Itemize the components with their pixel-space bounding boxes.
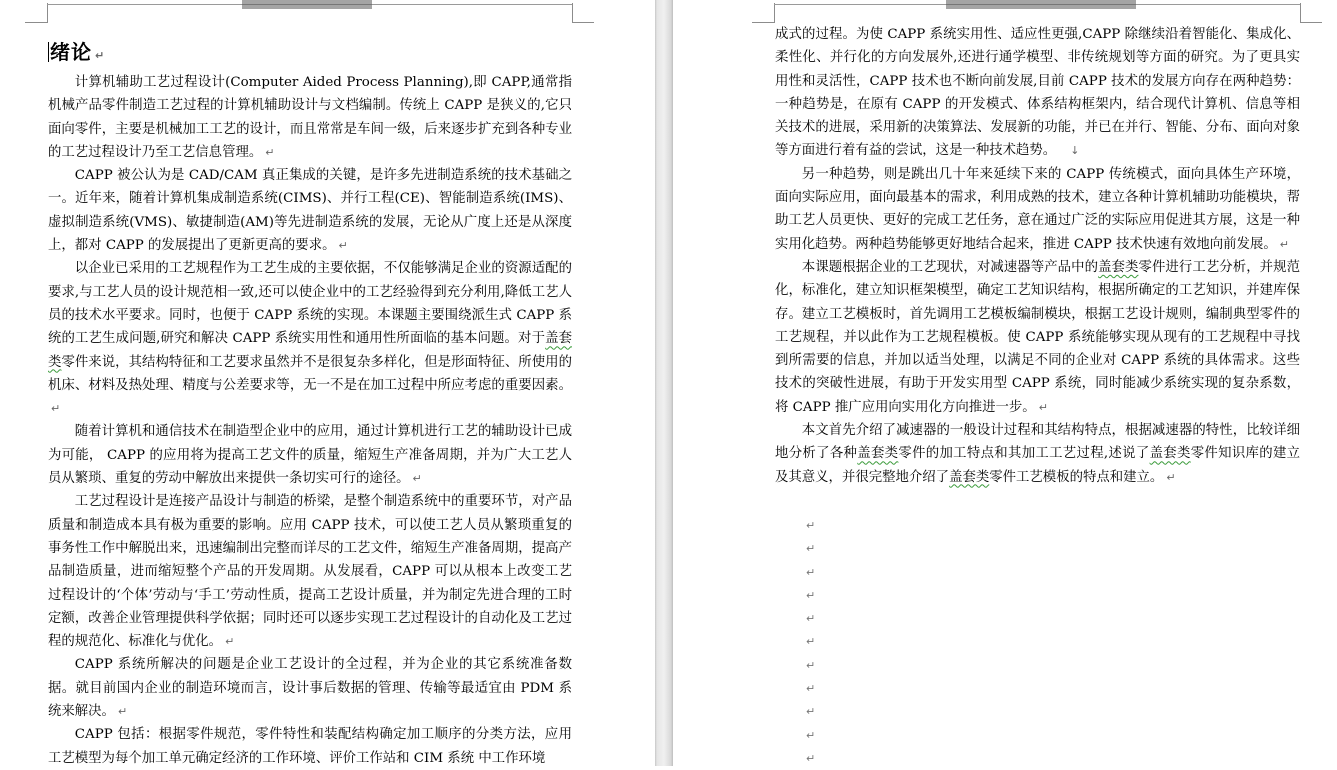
paragraph: CAPP 系统所解决的问题是企业工艺设计的全过程，并为企业的其它系统准备数据。就目前国内企业的制造环境而言，设计事后数据的管理、传输等最适宜由 PDM 系统来解决。 ↵: [48, 657, 572, 720]
paragraph: 工艺过程设计是连接产品设计与制造的桥梁，是整个制造系统中的重要环节，对产品质量和制造成本具有极为重要的影响。应用 CAPP 技术，可以使工艺人员从繁琐重复的事务性工作中解脱出来，迅速编制出完整而详尽的工艺文件，缩短生产准备周期，提高产品制造质量，进而缩短整个产品的开发周期。从发展看，CAPP 可以从根本上改变工艺过程设计的‘个体’劳动与‘手工’劳动性质，提高工艺设计质量，并为制定先进合理的工时定额，改善企业管理提供科学依据；同时还可以逐步实现工艺过程设计的自动化及工艺过程的规范化、标准化与优化。 ↵: [48, 494, 572, 650]
empty-paragraph[interactable]: ↵: [806, 635, 816, 649]
empty-paragraph[interactable]: ↵: [806, 658, 816, 672]
empty-paragraph[interactable]: ↵: [806, 705, 816, 719]
header-rule: [47, 4, 572, 5]
empty-paragraph[interactable]: ↵: [806, 612, 816, 626]
paragraph: 本课题根据企业的工艺现状，对减速器等产品中的盖套类零件进行工艺分析，并规范化，标准化，建立知识框架模型，确定工艺知识结构，根据所确定的工艺知识，并建库保存。建立工艺模板时，首先调用工艺模板编制模块，根据工艺设计规则，编制典型零件的工艺规程，并以此作为工艺规程模板。使 CAPP 系统能够实现从现有的工艺规程中寻找到所需要的信息，并加以适当处理，以满足不同的企业对 CAPP 系统的具体需求。这些技术的突破性进展，有助于开发实用型 CAPP 系统，同时能减少系统实现的复杂系数，将 CAPP 推广应用向实用化方向推进一步。 ↵: [775, 259, 1301, 415]
empty-paragraph[interactable]: ↵: [806, 542, 816, 556]
paragraph: CAPP 被公认为是 CAD/CAM 真正集成的关键，是许多先进制造系统的技术基础之一。近年来，随着计算机集成制造系统(CIMS)、并行工程(CE)、智能制造系统(IMS)、虚拟制造系统(VMS)、敏捷制造(AM)等先进制造系统的发展，无论从广度上还是从深度上，都对 CAPP 的发展提出了更新更高的要求。 ↵: [48, 168, 572, 254]
empty-paragraph[interactable]: ↵: [806, 519, 816, 532]
empty-paragraph[interactable]: ↵: [806, 728, 816, 742]
empty-paragraph[interactable]: ↵: [806, 682, 816, 696]
header-text-clipped: [946, 0, 1136, 9]
spellcheck-word[interactable]: 盖套类: [48, 331, 572, 370]
paragraph: 以企业已采用的工艺规程作为工艺生成的主要依据，不仅能够满足企业的资源适配的要求,与工艺人员的设计规范相一致,还可以使企业中的工艺经验得到充分利用,降低工艺人员的技术水平要求。同时，也便于 CAPP 系统的实现。本课题主要围绕派生式 CAPP 系统的工艺生成问题,研究和解决 CAPP 系统实用性和通用性所面临的基本问题。对于盖套类零件来说，其结构特征和工艺要求虽然并不是很复杂多样化，但是形面特征、所使用的机床、材料及热处理、精度与公差要求等，无一不是在加工过程中所应考虑的重要因素。↵: [48, 261, 572, 416]
spellcheck-word[interactable]: 盖套类: [857, 446, 899, 462]
paragraph: 本文首先介绍了减速器的一般设计过程和其结构特点，根据减速器的特性，比较详细地分析了各种盖套类零件的加工特点和其加工工艺过程,述说了盖套类零件知识库的建立及其意义，并很完整地介绍了盖套类零件工艺模板的特点和建立。 ↵: [775, 423, 1301, 485]
spellcheck-word[interactable]: 盖套类: [1149, 446, 1191, 462]
page-gap: [655, 0, 673, 766]
document-page-left: [0, 0, 655, 766]
right-page-body[interactable]: [775, 23, 1300, 489]
spellcheck-word[interactable]: 盖套类: [949, 469, 990, 485]
paragraph: 另一种趋势，则是跳出几十年来延续下来的 CAPP 传统模式，面向具体生产环境，面向实际应用，面向最基本的需求，利用成熟的技术，建立各种计算机辅助功能模块，帮助工艺人员更快、更好的完成工艺任务，意在通过广泛的实际应用促进其方展，这是一种实用化趋势。两种趋势能够更好地结合起来，推进 CAPP 技术快速有效地向前发展。 ↵: [775, 166, 1300, 252]
crop-mark: [752, 22, 774, 23]
text-cursor: [48, 42, 49, 62]
crop-mark: [774, 3, 775, 23]
empty-paragraph[interactable]: ↵: [806, 751, 816, 765]
header-text-clipped: [242, 0, 372, 9]
crop-mark: [572, 22, 594, 23]
empty-paragraph-marks: [806, 514, 826, 770]
chapter-title: 绪论 ↵: [50, 40, 106, 64]
crop-mark: [1300, 22, 1322, 23]
document-page-right: [673, 0, 1337, 766]
paragraph: CAPP 包括：根据零件规范，零件特性和装配结构确定加工顺序的分类方法，应用工艺模型为每个加工单元确定经济的工作环境、评价工作站和 CIM 系统 中工作环境: [48, 727, 572, 766]
paragraph: 计算机辅助工艺过程设计(Computer Aided Process Planning),即 CAPP,通常指机械产品零件制造工艺过程的计算机辅助设计与文档编制。传统上 CAPP 是狭义的,它只面向零件，主要是机械加工工艺的设计，而且常常是车间一级，后来逐步扩充到各种专业的工艺过程设计乃至工艺信息管理。 ↵: [48, 75, 572, 160]
left-page-body[interactable]: [48, 35, 572, 766]
crop-mark: [1300, 3, 1301, 23]
paragraph: 成式的过程。为使 CAPP 系统实用性、适应性更强,CAPP 除继续沿着智能化、集成化、柔性化、并行化的方向发展外,还进行通学模型、非传统规划等方面的研究。为了更具实用性和灵活性，CAPP 技术也不断向前发展,目前 CAPP 技术的发展方向存在两种趋势：一种趋势是，在原有 CAPP 的开发模式、体系结构框架内，结合现代计算机、信息等相关技术的进展，采用新的决策算法、发展新的功能，并已在并行、智能、分布、面向对象等方面进行着有益的尝试，这是一种技术趋势。 ↓: [775, 27, 1300, 159]
crop-mark: [572, 3, 573, 23]
empty-paragraph[interactable]: ↵: [806, 588, 816, 602]
crop-mark: [25, 22, 47, 23]
spellcheck-word[interactable]: 盖套类: [1098, 259, 1139, 275]
empty-paragraph[interactable]: ↵: [806, 565, 816, 579]
header-rule: [774, 4, 1300, 5]
crop-mark: [47, 3, 48, 23]
paragraph: 随着计算机和通信技术在制造型企业中的应用，通过计算机进行工艺的辅助设计已成为可能， CAPP 的应用将为提高工艺文件的质量，缩短生产准备周期，并为广大工艺人员从繁琐、重复的劳动中解放出来提供一条切实可行的途径。 ↵: [48, 424, 572, 487]
